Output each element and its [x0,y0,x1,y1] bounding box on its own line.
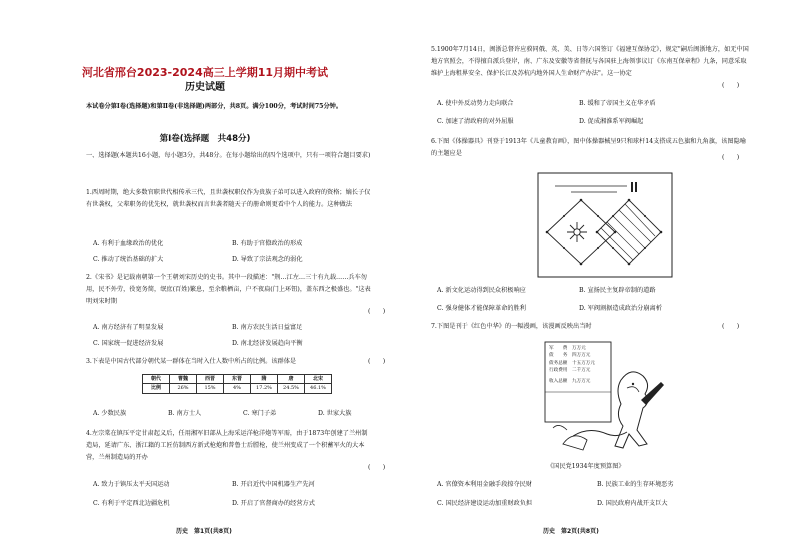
cartoon-label: 收入总额 [549,379,568,385]
q1-option-d[interactable]: D. 导致了宗法观念的弱化 [232,256,303,263]
table-header-cell: 朝代 [143,375,170,384]
q2-option-b[interactable]: B. 南方农民生活日益富足 [232,324,303,331]
cartoon-value: 九万万元 [572,379,591,385]
page-footer-right: 历史 第2页(共8页) [543,528,599,535]
table-header-cell: 西晋 [197,375,224,384]
cartoon-label: 债 务 [549,353,568,359]
question-3-stem: 3.下表是中国古代部分朝代某一群体在当时入仕人数中所占的比例。该群体是 [86,358,297,365]
table-header-cell: 北宋 [305,375,332,384]
cartoon-table [549,345,595,386]
cartoon-row [549,352,595,359]
q2-option-a[interactable]: A. 南方经济有了明显发展 [93,324,164,331]
section-title: 第Ⅰ卷(选择题 共48分) [159,134,251,144]
page-footer-left: 历史 第1页(共8页) [176,528,232,535]
page-right [397,0,794,554]
table-cell: 4% [224,384,251,393]
q5-option-a[interactable]: A. 使中外反动势力走向联合 [437,100,514,107]
q2-option-c[interactable]: C. 国家统一促进经济发展 [93,340,164,347]
table-cell: 17.2% [251,384,278,393]
exam-title: 河北省邢台2023-2024高三上学期11月期中考试 [81,66,329,79]
q5-answer-paren: ( ) [722,82,740,89]
q1-option-b[interactable]: B. 有助于官僚政治的形成 [232,240,303,247]
table-header-cell: 隋 [251,375,278,384]
q2-option-d[interactable]: D. 南北经济发展趋向平衡 [232,340,303,347]
q3-option-d[interactable]: D. 世家大族 [318,410,352,417]
exam-subtitle: 历史试题 [185,82,225,93]
cartoon-row [549,378,595,385]
table-header-cell: 曹魏 [170,375,197,384]
table-cell: 46.1% [305,384,332,393]
q6-option-d[interactable]: D. 军阀割据造成政治分崩离析 [579,305,662,312]
instruction: 一、选择题(本题共16小题，每小题3分，共48分。在每小题给出的四个选项中，只有一项符合题目要求) [86,152,371,159]
q4-option-a[interactable]: A. 致力于镇压太平天国运动 [93,481,170,488]
q6-option-c[interactable]: C. 强身健体才能保障革命的胜利 [437,305,526,312]
q3-answer-paren: ( ) [368,358,386,365]
q5-option-d[interactable]: D. 促成湘淮系军阀崛起 [579,118,644,125]
q6-option-b[interactable]: B. 宣扬民主复辟帝制的道路 [579,287,656,294]
table-row [143,384,332,393]
q7-option-d[interactable]: D. 国民政府内战开支巨大 [597,500,668,507]
exam-intro: 本试卷分第Ⅰ卷(选择题)和第Ⅱ卷(非选择题)两部分，共8页。满分100分，考试时间75分钟。 [86,103,343,110]
cartoon-row [549,360,595,367]
cartoon-value: 十五万万元 [572,360,595,366]
cartoon-label: 军 费 [549,346,568,351]
question-4-stem: 4.左宗棠在镇压平定甘肃起义后，任用湘军旧部从上海采运洋枪洋炮等军需，由于1873年创建了兰州制造局，延请广东、浙江籍的工匠仿制西方新式枪炮和普鲁士后膛枪，使兰州变成了一个积蓄军火的大本营，兰州制造局的开办 [86,430,368,461]
cartoon-value: 万万元 [572,346,586,351]
cartoon-label: 行政费用 [549,368,568,374]
table-row-label: 比例 [143,384,170,393]
cartoon-value: 四万万元 [572,353,591,359]
q5-option-c[interactable]: C. 加速了清政府的对外屈服 [437,118,514,125]
cartoon-row [549,367,595,374]
q6-answer-paren: ( ) [722,154,740,161]
cartoon-illustration [543,340,671,458]
question-7-stem: 7.下图是刊于《红色中华》的一幅漫画，该漫画反映出当时 [431,323,592,330]
cartoon-value: 二千万元 [572,368,591,374]
question-1-stem: 1.西周时期，绝大多数官职世代相传承三代，且世袭权职仅作为贵族子弟可以进入政府的资格；嫡长子仅有世袭权，父辈职务的优先权，就世袭权而言世袭者随天子的册命则更看中个人的能力。这种做法 [86,189,371,208]
q7-option-a[interactable]: A. 官僚资本利用金融手段掠夺民财 [437,481,533,488]
q4-option-d[interactable]: D. 开启了官督商办的经营方式 [232,500,315,507]
table-header-cell: 东晋 [224,375,251,384]
question-5-stem: 5.1900年7月14日，闽浙总督许应骙同俄、英、美、日等六国签订《福建互保协定》，规定"嗣后闽浙地方，如无中国地方官照会，不得擅自派兵登岸，南、广东及安徽等省督抚与各国驻上海领事议订《东南互保章程》九条，同意采取维护上海租界安全、保护长江及苏杭内地外国人生命财产办法"。这一协定 [431,46,749,77]
q2-answer-paren: ( ) [368,308,386,315]
cartoon-label: 债务总额 [549,360,568,366]
question-6-stem: 6.下图《体操器具》刊登于1913年《儿童教育画》，图中体操器械呈9只和球杆14支搭成五色旗和九角旗，该图隐喻的主题应是 [431,138,746,157]
gymnastics-flags-illustration [537,172,673,278]
q3-option-c[interactable]: C. 寒门子弟 [243,410,277,417]
q3-option-b[interactable]: B. 南方士人 [168,410,202,417]
table-header-cell: 唐 [278,375,305,384]
q5-option-b[interactable]: B. 缓和了帝国主义在华矛盾 [579,100,656,107]
q4-answer-paren: ( ) [368,464,386,471]
q1-option-a[interactable]: A. 有利于血缘政治的优化 [93,240,164,247]
q7-option-b[interactable]: B. 民族工业的生存环境恶劣 [597,481,674,488]
table-cell: 24.5% [278,384,305,393]
table-row [143,375,332,384]
table-cell: 26% [170,384,197,393]
q6-option-a[interactable]: A. 新文化运动得到民众积极响应 [437,287,526,294]
q3-option-a[interactable]: A. 少数民族 [93,410,127,417]
question-2-stem: 2.《宋书》是记载南朝第一个王朝刘宋历史的史书。其中一段描述："荆…江左…三十有九载……兵车勿用，民不外劳，役宽务简，氓庶(百姓)繁息，至余粮栖亩，户不夜扃(门上环钮)，盖东西之极盛也。"这表明刘宋时期 [86,274,371,305]
table-cell: 15% [197,384,224,393]
q7-answer-paren: ( ) [722,323,740,330]
q1-option-c[interactable]: C. 推动了统治基础的扩大 [93,256,164,263]
cartoon-row [549,345,595,352]
cartoon-caption: 《国民党1934年度预算图》 [547,463,625,470]
q4-option-c[interactable]: C. 有利于平定西北边疆危机 [93,500,170,507]
q4-option-b[interactable]: B. 开启近代中国机器生产先河 [232,481,315,488]
q3-table [142,374,332,394]
q7-option-c[interactable]: C. 国民经济建设运动加重财政负担 [437,500,533,507]
